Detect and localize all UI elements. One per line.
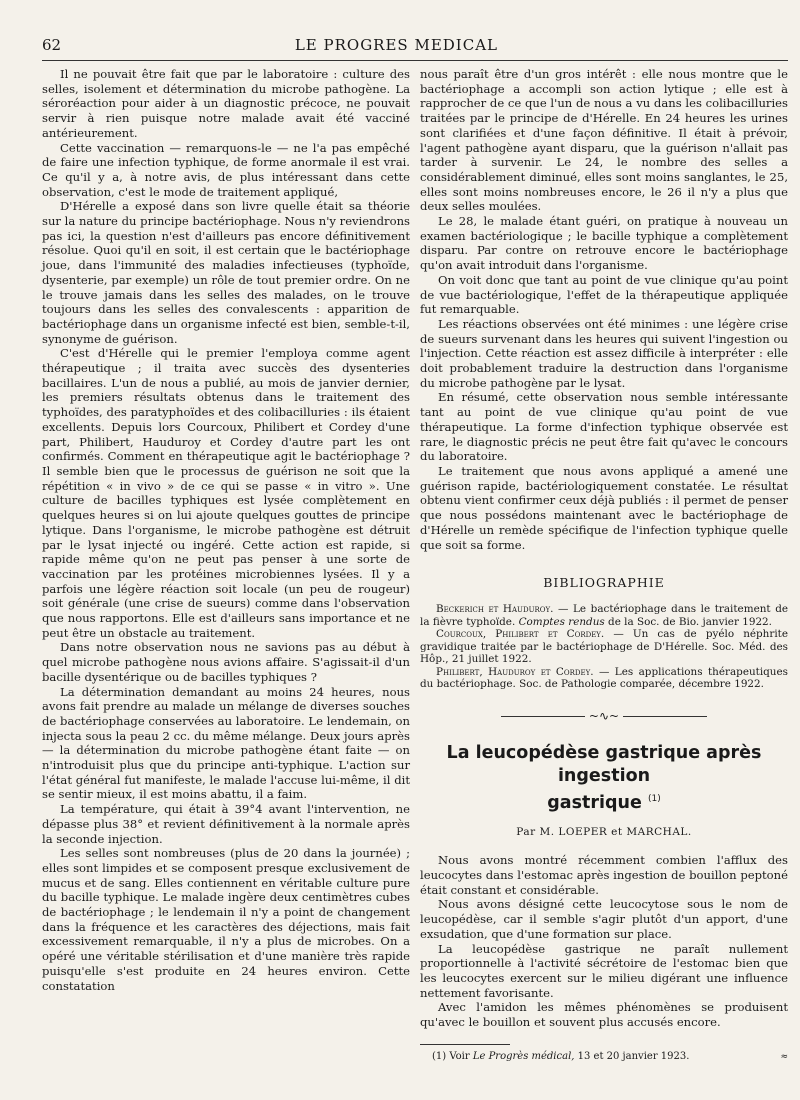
page-header: [42, 36, 788, 58]
footnote: [420, 1051, 788, 1063]
paragraph: La détermination demandant au moins 24 heures, nous avons fait prendre au malade un mélange de diverses souches de bactériophage conservées au laboratoire. Le lendemain, on injecta sous la peau 2 cc. du même mélange. Deux jours après — la détermination du microbe pathogène étant faite — on n'introduisit plus que du principe anti-typhique. L'action sur l'état général fut manifeste, le malade l'accuse lui-même, il dit se sentir mieux, il est moins abattu, il a faim.: [42, 684, 410, 802]
bib-text: — Le bactériophage dans le traitement de la fièvre typhoïde.: [420, 602, 788, 628]
bibliography-entry: [420, 628, 788, 666]
bibliography-heading: BIBLIOGRAPHIE: [543, 575, 665, 591]
right-column: [420, 67, 788, 1063]
page-end-mark: ≈: [780, 1051, 788, 1062]
paragraph: D'Hérelle a exposé dans son livre quelle était sa théorie sur la nature du principe bactériophage. Nous n'y reviendrons pas ici, la question n'est d'ailleurs pas encore définitivement résolue. Quoi qu'il en soit, il est certain que le bactériophage joue, dans l'immunité des maladies infectieuses (typhoïde, dysenterie, par exemple) un rôle de tout premier ordre. On ne le trouve jamais dans les selles des malades, on le trouve toujours dans les selles des convalescents : apparition de bactériophage dans un organisme infecté est bien, semble-t-il, synonyme de guérison.: [42, 199, 410, 346]
bib-source: Comptes rendus: [518, 615, 605, 628]
paragraph: La leucopédèse gastrique ne paraît nullement proportionnelle à l'activité sécrétoire de l'estomac bien que les leucocytes exercent sur le milieu digérant une influence nettement favorisante.: [420, 941, 788, 1000]
bib-authors: Courcoux, Philibert et Cordey.: [436, 628, 605, 641]
paragraph: En résumé, cette observation nous semble intéressante tant au point de vue clinique qu'au point de vue thérapeutique. La forme d'infection typhique observée est rare, le diagnostic précis ne peut être fait qu'avec le concours du laboratoire.: [420, 390, 788, 464]
article-title-line1: La leucopédèse gastrique après ingestion: [446, 742, 762, 786]
paragraph: On voit donc que tant au point de vue clinique qu'au point de vue bactériologique, l'effet de la thérapeutique appliquée fut remarquable.: [420, 272, 788, 317]
footnote-prefix: (1) Voir: [432, 1050, 473, 1062]
article-title: [420, 742, 788, 815]
page-number: 62: [42, 36, 62, 54]
left-column: [42, 67, 410, 1063]
paragraph: Nous avons désigné cette leucocytose sous le nom de leucopédèse, car il semble s'agir plutôt d'un apport, d'une exsudation, que d'une formation sur place.: [420, 897, 788, 941]
paragraph: Les réactions observées ont été minimes : une légère crise de sueurs survenant dans les heures qui suivent l'ingestion ou l'injection. Cette réaction est assez difficile à interpréter : elle doit probablement traduire la destruction dans l'organisme du microbe pathogène par le lysat.: [420, 316, 788, 390]
bib-authors: Beckerich et Hauduroy.: [436, 602, 554, 615]
article-byline: Par M. LOEPER et MARCHAL.: [516, 825, 692, 838]
header-rule: [42, 60, 788, 61]
paragraph: La température, qui était à 39°4 avant l'intervention, ne dépasse plus 38° et revient définitivement à la normale après la seconde injection.: [42, 802, 410, 846]
footnote-source: Le Progrès médical,: [472, 1050, 575, 1062]
article-title-line2: gastrique: [547, 792, 642, 813]
section-divider-ornament: ~∿~: [420, 709, 788, 724]
bib-text: — Un cas de pyélo néphrite gravidique traitée par le bactériophage de D'Hérelle. Soc. Méd. des Hôp., 21 juillet 1922.: [420, 628, 788, 666]
footnote-rest: 13 et 20 janvier 1923.: [574, 1050, 690, 1062]
running-title: LE PROGRES MEDICAL: [294, 36, 498, 54]
title-footnote-marker: (1): [647, 793, 661, 804]
paragraph: Cette vaccination — remarquons-le — ne l'a pas empêché de faire une infection typhique, de forme anormale il est vrai. Ce qu'il y a, à notre avis, de plus intéressant dans cette observation, c'est le mode de traitement appliqué,: [42, 140, 410, 199]
paragraph: Le 28, le malade étant guéri, on pratique à nouveau un examen bactériologique ; le bacille typhique a complètement disparu. Par contre on retrouve encore le bactériophage qu'on avait introduit dans l'organisme.: [420, 214, 788, 273]
paragraph: Nous avons montré récemment combien l'afflux des leucocytes dans l'estomac après ingestion de bouillon peptoné était constant et considérable.: [420, 853, 788, 897]
bib-rest: de la Soc. de Bio. janvier 1922.: [604, 615, 772, 628]
paragraph: Dans notre observation nous ne savions pas au début à quel microbe pathogène nous avions affaire. S'agissait-il d'un bacille dysentérique ou de bacilles typhiques ?: [42, 640, 410, 684]
paragraph: Les selles sont nombreuses (plus de 20 dans la journée) ; elles sont limpides et se composent presque exclusivement de mucus et de sang. Elles contiennent en véritable culture pure du bacille typhique. Le malade ingère deux centimètres cubes de bactériophage ; le lendemain il n'y a point de changement dans la fréquence et les caractères des déjections, mais fait excessivement remarquable, il n'y a plus de microbes. On a opéré une véritable stérilisation et d'une manière très rapide puisqu'elle s'est produite en 24 heures environ. Cette constatation: [42, 846, 410, 993]
bib-text: — Les applications thérapeutiques du bactériophage. Soc. de Pathologie comparée, décembre 1922.: [420, 665, 788, 691]
paragraph: Il ne pouvait être fait que par le laboratoire : culture des selles, isolement et détermination du microbe pathogène. La séroréaction pour aider à un diagnostic précoce, ne pouvait servir à rien puisque notre malade avait été vacciné antérieurement.: [42, 67, 410, 140]
paragraph: Le traitement que nous avons appliqué a amené une guérison rapide, bactériologiquement constatée. Le résultat obtenu vient confirmer ceux déjà publiés : il permet de penser que nous possédons maintenant avec le bactériophage de d'Hérelle un remède spécifique de l'infection typhique quelle que soit sa forme.: [420, 463, 788, 552]
footnote-rule: [420, 1044, 510, 1045]
paragraph: nous paraît être d'un gros intérêt : elle nous montre que le bactériophage a accompli son action lytique ; elle est à rapprocher de ce que l'un de nous a vu dans les colibacilluries traitées par le principe de d'Hérelle. En 24 heures les urines sont clarifiées et d'une façon définitive. Il était à prévoir, l'agent pathogène ayant disparu, que la guérison n'allait pas tarder à survenir. Le 24, le nombre des selles a considérablement diminué, elles sont moins sanglantes, le 25, elles sont moins nombreuses encore, le 26 il n'y a plus que deux selles moulées.: [420, 67, 788, 214]
paragraph: C'est d'Hérelle qui le premier l'employa comme agent thérapeutique ; il traita avec succès des dysenteries bacillaires. L'un de nous a publié, au mois de janvier dernier, les premiers résultats obtenus dans le traitement des typhoïdes, des paratyphoïdes et des colibacilluries : ils étaient excellents. Depuis lors Courcoux, Philibert et Cordey d'une part, Philibert, Hauduroy et Cordey d'autre part les ont confirmés. Comment en thérapeutique agit le bactériophage ? Il semble bien que le processus de guérison ne soit que la répétition « in vivo » de ce qui se passe « in vitro ». Une culture de bacilles typhiques est lysée complètement en quelques heures si on lui ajoute quelques gouttes de principe lytique. Dans l'organisme, le microbe pathogène est détruit par le lysat injecté ou ingéré. Cette action est rapide, si rapide même qu'on ne peut pas penser à une sorte de vaccination par les protéines microbiennes lysées. Il y a parfois une légère réaction soit locale (un peu de rougeur) soit générale (une crise de sueurs) comme dans l'observation que nous rapportons. Elle est d'ailleurs sans importance et ne peut être un obstacle au traitement.: [42, 346, 410, 640]
bib-authors: Philibert, Hauduroy et Cordey.: [436, 665, 594, 678]
bibliography-entry: [420, 603, 788, 628]
bibliography-entry: [420, 666, 788, 691]
paragraph: Avec l'amidon les mêmes phénomènes se produisent qu'avec le bouillon et souvent plus accusés encore.: [420, 1000, 788, 1030]
two-column-body: [42, 67, 788, 1063]
bibliography: [420, 603, 788, 691]
